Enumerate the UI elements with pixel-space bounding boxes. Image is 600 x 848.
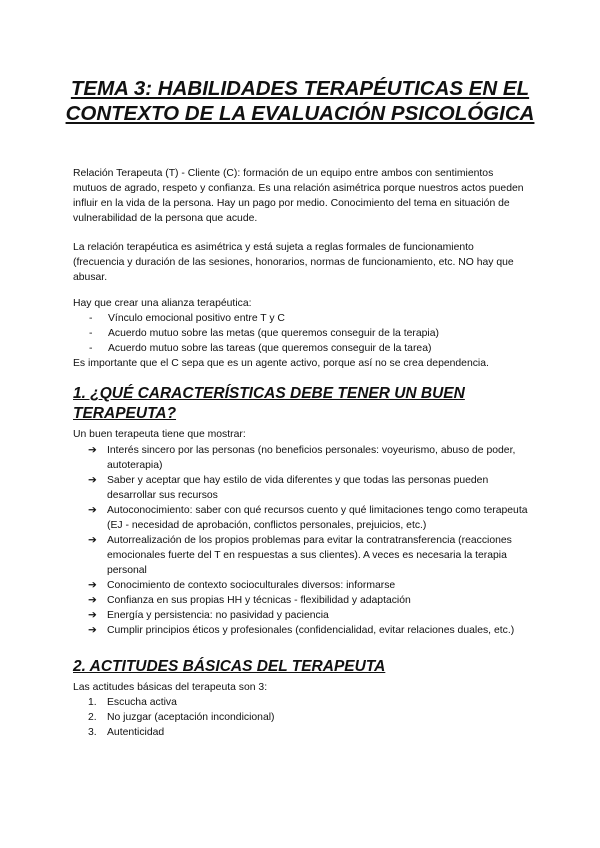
list-number: 2. xyxy=(88,712,97,723)
list-item-text: Acuerdo mutuo sobre las tareas (que queremos conseguir de la tarea) xyxy=(108,343,432,354)
basic-attitudes-list xyxy=(88,695,528,740)
list-item-text: Conocimiento de contexto socioculturales diversos: informarse xyxy=(107,580,396,591)
list-item-text: Autoconocimiento: saber con qué recursos cuento y qué limitaciones tengo como terapeuta (EJ - necesidad de aprobación, conflictos personales, prejuicios, etc.) xyxy=(107,505,528,531)
list-item xyxy=(88,533,528,578)
arrow-bullet-icon: ➔ xyxy=(88,610,97,621)
list-item xyxy=(88,695,528,710)
list-item xyxy=(89,311,529,326)
list-item-text: Energía y persistencia: no pasividad y paciencia xyxy=(107,610,329,621)
arrow-bullet-icon: ➔ xyxy=(88,595,97,606)
list-item-text: Vínculo emocional positivo entre T y C xyxy=(108,313,285,324)
list-item xyxy=(88,593,528,608)
alliance-lead: Hay que crear una alianza terapéutica: xyxy=(73,298,252,309)
intro-paragraph-1: Relación Terapeuta (T) - Cliente (C): formación de un equipo entre ambos con sentimientos mutuos de agrado, respeto y confianza. Es una relación asimétrica porque nuestros actos pueden influir en la vida de la persona. Hay un pago por medio. Conocimiento del tema en situación de vulnerabilidad de la persona que acude. xyxy=(73,168,524,224)
list-item-text: Acuerdo mutuo sobre las metas (que queremos conseguir de la terapia) xyxy=(108,328,439,339)
list-item xyxy=(89,326,529,341)
list-item xyxy=(88,578,528,593)
list-item-text: Autenticidad xyxy=(107,727,165,738)
section-1-heading: 1. ¿QUÉ CARACTERÍSTICAS DEBE TENER UN BUEN TERAPEUTA? xyxy=(73,385,465,422)
arrow-bullet-icon: ➔ xyxy=(88,475,97,486)
list-item-text: No juzgar (aceptación incondicional) xyxy=(107,712,275,723)
arrow-bullet-icon: ➔ xyxy=(88,580,97,591)
list-item xyxy=(88,710,528,725)
list-item xyxy=(88,473,528,503)
list-item xyxy=(89,341,529,356)
list-item-text: Confianza en sus propias HH y técnicas - flexibilidad y adaptación xyxy=(107,595,411,606)
dash-bullet: - xyxy=(89,328,93,339)
dash-bullet: - xyxy=(89,313,93,324)
list-item-text: Interés sincero por las personas (no beneficios personales: voyeurismo, abuso de poder, autoterapia) xyxy=(107,445,516,471)
alliance-list xyxy=(89,311,529,356)
page-title: TEMA 3: HABILIDADES TERAPÉUTICAS EN EL CONTEXTO DE LA EVALUACIÓN PSICOLÓGICA xyxy=(65,77,535,125)
list-item xyxy=(88,503,528,533)
intro-paragraph-4: Es importante que el C sepa que es un agente activo, porque así no se crea dependencia. xyxy=(73,358,489,369)
therapist-traits-list xyxy=(88,443,528,638)
arrow-bullet-icon: ➔ xyxy=(88,505,97,516)
list-item xyxy=(88,443,528,473)
list-item-text: Saber y aceptar que hay estilo de vida diferentes y que todas las personas pueden desarrollar sus recursos xyxy=(107,475,489,501)
list-item xyxy=(88,608,528,623)
arrow-bullet-icon: ➔ xyxy=(88,445,97,456)
list-item-text: Cumplir principios éticos y profesionales (confidencialidad, evitar relaciones duales, etc.) xyxy=(107,625,515,636)
dash-bullet: - xyxy=(89,343,93,354)
list-item xyxy=(88,725,528,740)
section-2-lead: Las actitudes básicas del terapeuta son 3: xyxy=(73,682,268,693)
list-item xyxy=(88,623,528,638)
list-number: 1. xyxy=(88,697,97,708)
list-item-text: Autorrealización de los propios problemas para evitar la contratransferencia (reacciones emocionales fuerte del T en respuestas a sus clientes). A veces es necesaria la terapia personal xyxy=(107,535,512,576)
list-number: 3. xyxy=(88,727,97,738)
arrow-bullet-icon: ➔ xyxy=(88,535,97,546)
arrow-bullet-icon: ➔ xyxy=(88,625,97,636)
section-2-heading: 2. ACTITUDES BÁSICAS DEL TERAPEUTA xyxy=(73,658,386,675)
section-1-lead: Un buen terapeuta tiene que mostrar: xyxy=(73,429,246,440)
list-item-text: Escucha activa xyxy=(107,697,177,708)
intro-paragraph-2: La relación terapéutica es asimétrica y está sujeta a reglas formales de funcionamiento (frecuencia y duración de las sesiones, honorarios, normas de funcionamiento, etc. NO hay que abusar. xyxy=(73,242,514,283)
